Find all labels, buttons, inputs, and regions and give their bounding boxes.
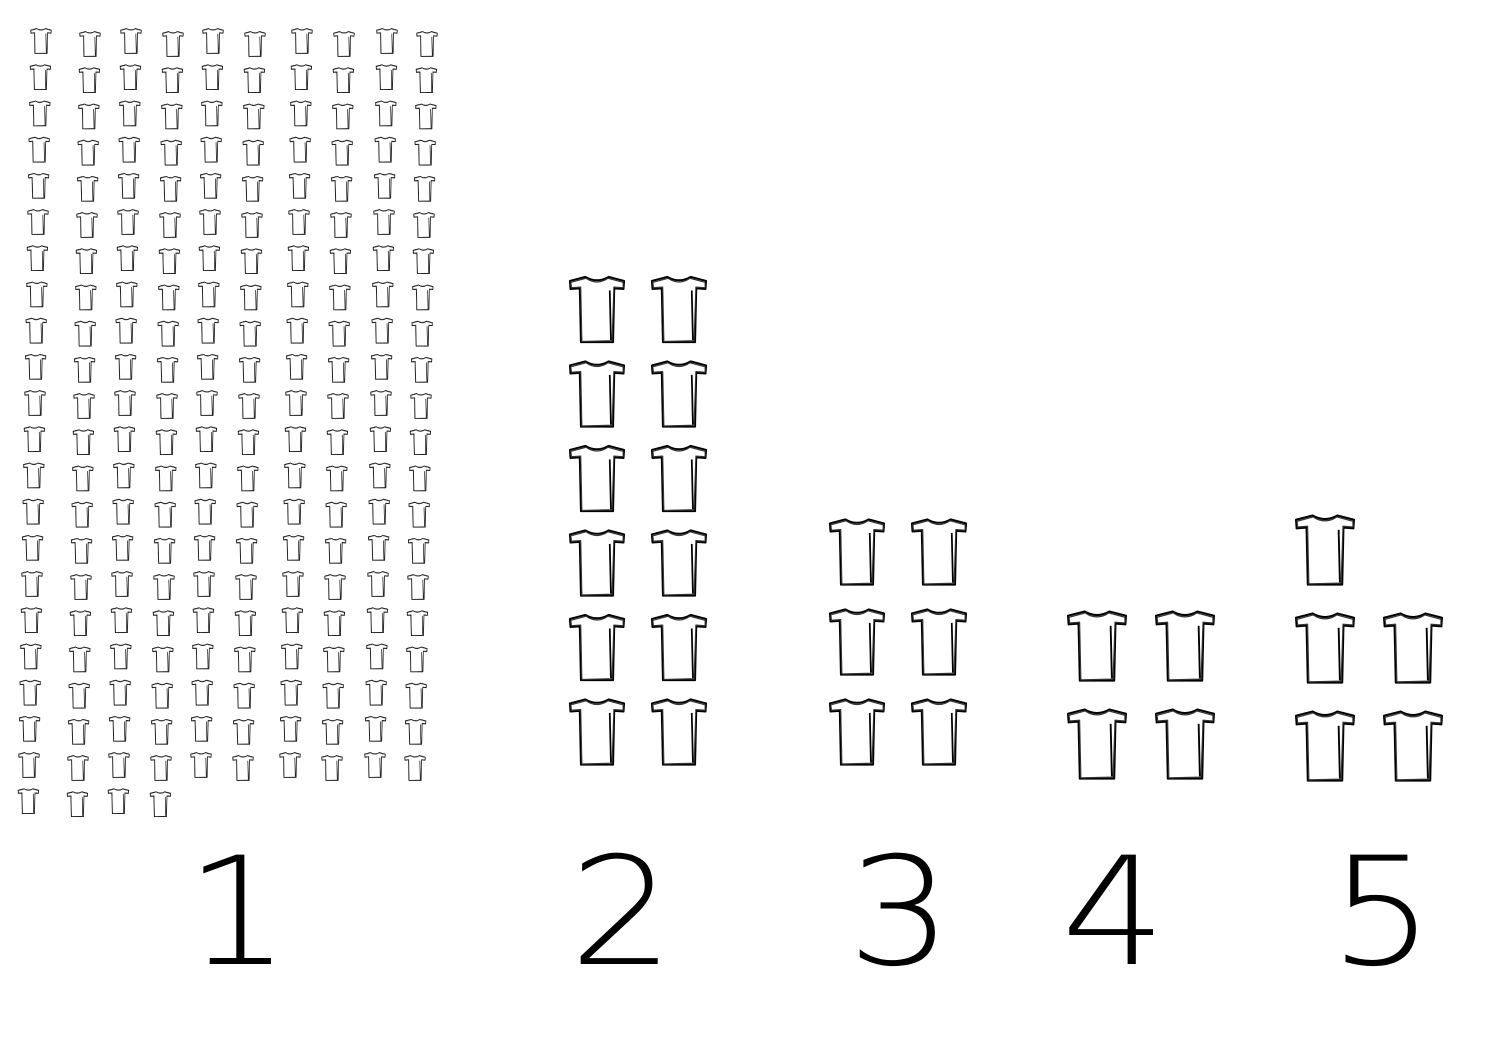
t-shirt-icon — [193, 608, 214, 633]
t-shirt-icon — [368, 535, 389, 560]
t-shirt-icon — [22, 572, 43, 597]
t-shirt-icon — [161, 140, 182, 165]
t-shirt-icon — [70, 611, 91, 636]
t-shirt-icon — [20, 680, 41, 705]
t-shirt-icon — [109, 753, 130, 778]
t-shirt-icon — [76, 249, 97, 274]
t-shirt-icon — [75, 321, 96, 346]
t-shirt-icon — [289, 210, 310, 235]
t-shirt-icon — [31, 29, 52, 54]
t-shirt-icon — [233, 756, 254, 781]
t-shirt-icon — [374, 210, 395, 235]
t-shirt-icon — [652, 277, 707, 342]
t-shirt-icon — [323, 647, 344, 672]
t-shirt-icon — [322, 719, 343, 744]
t-shirt-icon — [411, 357, 432, 382]
t-shirt-icon — [118, 173, 139, 198]
t-shirt-icon — [292, 29, 313, 54]
t-shirt-icon — [326, 466, 347, 491]
t-shirt-icon — [197, 391, 218, 416]
t-shirt-icon — [652, 699, 707, 764]
t-shirt-icon — [409, 502, 430, 527]
t-shirt-icon — [570, 530, 625, 595]
t-shirt-icon — [365, 753, 386, 778]
t-shirt-icon — [652, 446, 707, 511]
t-shirt-icon — [202, 65, 223, 90]
t-shirt-icon — [30, 65, 51, 90]
t-shirt-icon — [110, 644, 131, 669]
t-shirt-icon — [242, 176, 263, 201]
t-shirt-icon — [280, 716, 301, 741]
t-shirt-icon — [329, 321, 350, 346]
t-shirt-icon — [151, 719, 172, 744]
t-shirt-icon — [371, 391, 392, 416]
t-shirt-icon — [570, 361, 625, 426]
category-label-2: 2 — [569, 826, 675, 1000]
t-shirt-icon — [23, 499, 44, 524]
t-shirt-icon — [830, 519, 885, 584]
t-shirt-icon — [25, 354, 46, 379]
t-shirt-icon — [284, 499, 305, 524]
t-shirt-icon — [287, 318, 308, 343]
t-shirt-icon — [239, 394, 260, 419]
shirt-layer — [18, 29, 1442, 817]
t-shirt-icon — [281, 680, 302, 705]
t-shirt-icon — [153, 611, 174, 636]
t-shirt-icon — [28, 173, 49, 198]
t-shirt-icon — [406, 683, 427, 708]
t-shirt-icon — [27, 246, 48, 271]
t-shirt-icon — [1384, 711, 1442, 780]
t-shirt-icon — [287, 282, 308, 307]
t-shirt-icon — [157, 394, 178, 419]
t-shirt-icon — [152, 683, 173, 708]
category-label-3: 3 — [847, 826, 953, 1000]
t-shirt-icon — [20, 644, 41, 669]
t-shirt-icon — [69, 647, 90, 672]
t-shirt-icon — [120, 65, 141, 90]
t-shirt-icon — [163, 32, 184, 57]
t-shirt-icon — [73, 430, 94, 455]
t-shirt-icon — [21, 608, 42, 633]
t-shirt-icon — [112, 535, 133, 560]
t-shirt-icon — [161, 104, 182, 129]
t-shirt-icon — [240, 285, 261, 310]
t-shirt-icon — [191, 716, 212, 741]
t-shirt-icon — [160, 176, 181, 201]
t-shirt-icon — [290, 101, 311, 126]
t-shirt-icon — [78, 104, 99, 129]
t-shirt-icon — [366, 644, 387, 669]
t-shirt-icon — [19, 753, 40, 778]
t-shirt-icon — [367, 608, 388, 633]
t-shirt-icon — [416, 68, 437, 93]
t-shirt-icon — [234, 683, 255, 708]
t-shirt-icon — [570, 615, 625, 680]
t-shirt-icon — [156, 430, 177, 455]
t-shirt-icon — [408, 538, 429, 563]
t-shirt-icon — [375, 137, 396, 162]
t-shirt-icon — [1296, 711, 1354, 780]
t-shirt-icon — [113, 463, 134, 488]
t-shirt-icon — [71, 538, 92, 563]
t-shirt-icon — [192, 680, 213, 705]
t-shirt-icon — [284, 463, 305, 488]
t-shirt-icon — [237, 502, 258, 527]
t-shirt-icon — [830, 699, 885, 764]
t-shirt-icon — [201, 101, 222, 126]
t-shirt-icon — [201, 137, 222, 162]
t-shirt-icon — [830, 609, 885, 674]
t-shirt-icon — [157, 357, 178, 382]
t-shirt-icon — [159, 249, 180, 274]
t-shirt-icon — [23, 463, 44, 488]
t-shirt-icon — [322, 756, 343, 781]
t-shirt-icon — [154, 538, 175, 563]
t-shirt-icon — [289, 173, 310, 198]
t-shirt-icon — [110, 680, 131, 705]
t-shirt-icon — [415, 104, 436, 129]
t-shirt-icon — [195, 463, 216, 488]
t-shirt-icon — [114, 427, 135, 452]
t-shirt-icon — [200, 210, 221, 235]
t-shirt-icon — [119, 137, 140, 162]
t-shirt-icon — [329, 285, 350, 310]
t-shirt-icon — [26, 318, 47, 343]
t-shirt-icon — [408, 575, 429, 600]
t-shirt-icon — [1296, 515, 1354, 584]
t-shirt-icon — [71, 575, 92, 600]
t-shirt-icon — [331, 213, 352, 238]
t-shirt-icon — [333, 68, 354, 93]
t-shirt-icon — [366, 680, 387, 705]
t-shirt-icon — [160, 213, 181, 238]
t-shirt-icon — [236, 575, 257, 600]
t-shirt-icon — [570, 277, 625, 342]
t-shirt-icon — [1156, 709, 1214, 778]
t-shirt-icon — [405, 719, 426, 744]
t-shirt-icon — [200, 173, 221, 198]
t-shirt-icon — [1384, 613, 1442, 682]
t-shirt-icon — [74, 357, 95, 382]
t-shirt-icon — [158, 285, 179, 310]
t-shirt-icon — [332, 140, 353, 165]
t-shirt-icon — [198, 282, 219, 307]
t-shirt-icon — [406, 647, 427, 672]
t-shirt-icon — [25, 391, 46, 416]
t-shirt-icon — [1296, 613, 1354, 682]
t-shirt-icon — [192, 644, 213, 669]
t-shirt-icon — [331, 176, 352, 201]
t-shirt-icon — [370, 427, 391, 452]
t-shirt-icon — [194, 535, 215, 560]
t-shirt-icon — [365, 716, 386, 741]
t-shirt-icon — [372, 318, 393, 343]
t-shirt-icon — [72, 466, 93, 491]
t-shirt-icon — [328, 357, 349, 382]
t-shirt-icon — [290, 137, 311, 162]
t-shirt-icon — [570, 699, 625, 764]
t-shirt-icon — [78, 140, 99, 165]
t-shirt-icon — [196, 427, 217, 452]
t-shirt-icon — [283, 535, 304, 560]
category-label-1: 1 — [185, 826, 291, 1000]
t-shirt-icon — [412, 321, 433, 346]
t-shirt-icon — [29, 101, 50, 126]
t-shirt-icon — [372, 282, 393, 307]
t-shirt-icon — [152, 647, 173, 672]
t-shirt-icon — [79, 68, 100, 93]
t-shirt-icon — [22, 535, 43, 560]
t-shirt-icon — [115, 354, 136, 379]
t-shirt-icon — [415, 140, 436, 165]
t-shirt-icon — [369, 499, 390, 524]
t-shirt-icon — [325, 575, 346, 600]
t-shirt-icon — [912, 519, 967, 584]
t-shirt-icon — [282, 608, 303, 633]
t-shirt-icon — [115, 391, 136, 416]
t-shirt-icon — [154, 575, 175, 600]
t-shirt-icon — [191, 753, 212, 778]
t-shirt-icon — [233, 719, 254, 744]
t-shirt-icon — [912, 699, 967, 764]
t-shirt-icon — [72, 502, 93, 527]
t-shirt-icon — [243, 140, 264, 165]
category-label-5: 5 — [1329, 826, 1435, 1000]
t-shirt-icon — [199, 246, 220, 271]
t-shirt-icon — [75, 285, 96, 310]
t-shirt-icon — [281, 644, 302, 669]
t-shirt-icon — [238, 430, 259, 455]
t-shirt-icon — [411, 394, 432, 419]
t-shirt-icon — [407, 611, 428, 636]
t-shirt-icon — [324, 611, 345, 636]
t-shirt-icon — [19, 716, 40, 741]
t-shirt-icon — [18, 789, 39, 814]
t-shirt-icon — [68, 756, 89, 781]
t-shirt-icon — [113, 499, 134, 524]
t-shirt-icon — [195, 499, 216, 524]
t-shirt-icon — [244, 68, 265, 93]
t-shirt-icon — [286, 391, 307, 416]
t-shirt-icon — [1156, 611, 1214, 680]
t-shirt-icon — [652, 615, 707, 680]
t-shirt-icon — [413, 249, 434, 274]
t-shirt-icon — [374, 173, 395, 198]
t-shirt-icon — [109, 716, 130, 741]
t-shirt-icon — [150, 792, 171, 817]
t-shirt-icon — [121, 29, 142, 54]
t-shirt-icon — [417, 32, 438, 57]
t-shirt-icon — [116, 282, 137, 307]
t-shirt-icon — [197, 354, 218, 379]
t-shirt-icon — [28, 210, 49, 235]
t-shirt-icon — [77, 213, 98, 238]
t-shirt-icon — [283, 572, 304, 597]
t-shirt-icon — [369, 463, 390, 488]
t-shirt-icon — [203, 29, 224, 54]
t-shirt-icon — [236, 538, 257, 563]
t-shirt-icon — [652, 530, 707, 595]
t-shirt-icon — [286, 354, 307, 379]
t-shirt-icon — [414, 213, 435, 238]
t-shirt-icon — [80, 32, 101, 57]
t-shirt-icon — [414, 176, 435, 201]
t-shirt-icon — [77, 176, 98, 201]
t-shirt-icon — [158, 321, 179, 346]
t-shirt-icon — [239, 357, 260, 382]
t-shirt-icon — [234, 647, 255, 672]
t-shirt-icon — [334, 32, 355, 57]
t-shirt-icon — [194, 572, 215, 597]
t-shirt-icon — [912, 609, 967, 674]
t-shirt-icon — [119, 101, 140, 126]
t-shirt-icon — [570, 446, 625, 511]
t-shirt-icon — [326, 502, 347, 527]
t-shirt-icon — [325, 538, 346, 563]
t-shirt-icon — [245, 32, 266, 57]
t-shirt-icon — [323, 683, 344, 708]
t-shirt-icon — [24, 427, 45, 452]
t-shirt-icon — [330, 249, 351, 274]
t-shirt-icon — [155, 466, 176, 491]
t-shirt-icon — [405, 756, 426, 781]
t-shirt-icon — [29, 137, 50, 162]
t-shirt-icon — [377, 29, 398, 54]
t-shirt-icon — [111, 608, 132, 633]
t-shirt-icon — [373, 246, 394, 271]
t-shirt-icon — [240, 321, 261, 346]
t-shirt-icon — [280, 753, 301, 778]
t-shirt-icon — [116, 318, 137, 343]
t-shirt-icon — [235, 611, 256, 636]
t-shirt-icon — [242, 213, 263, 238]
t-shirt-icon — [410, 430, 431, 455]
t-shirt-icon — [118, 210, 139, 235]
t-shirt-icon — [332, 104, 353, 129]
t-shirt-icon — [327, 430, 348, 455]
t-shirt-icon — [162, 68, 183, 93]
t-shirt-icon — [67, 792, 88, 817]
t-shirt-icon — [409, 466, 430, 491]
t-shirt-icon — [69, 683, 90, 708]
t-shirt-icon — [68, 719, 89, 744]
t-shirt-icon — [112, 572, 133, 597]
t-shirt-icon — [74, 394, 95, 419]
t-shirt-icon — [375, 101, 396, 126]
t-shirt-icon — [368, 572, 389, 597]
t-shirt-icon — [328, 394, 349, 419]
t-shirt-icon — [652, 361, 707, 426]
category-label-4: 4 — [1061, 826, 1167, 1000]
t-shirt-icon — [155, 502, 176, 527]
t-shirt-icon — [1068, 611, 1126, 680]
t-shirt-icon — [151, 756, 172, 781]
t-shirt-icon — [376, 65, 397, 90]
t-shirt-icon — [117, 246, 138, 271]
t-shirt-icon — [108, 789, 129, 814]
t-shirt-icon — [26, 282, 47, 307]
t-shirt-icon — [243, 104, 264, 129]
t-shirt-icon — [285, 427, 306, 452]
t-shirt-icon — [241, 249, 262, 274]
t-shirt-icon — [288, 246, 309, 271]
t-shirt-icon — [1068, 709, 1126, 778]
t-shirt-icon — [371, 354, 392, 379]
t-shirt-icon — [291, 65, 312, 90]
t-shirt-icon — [198, 318, 219, 343]
t-shirt-icon — [412, 285, 433, 310]
t-shirt-icon — [237, 466, 258, 491]
